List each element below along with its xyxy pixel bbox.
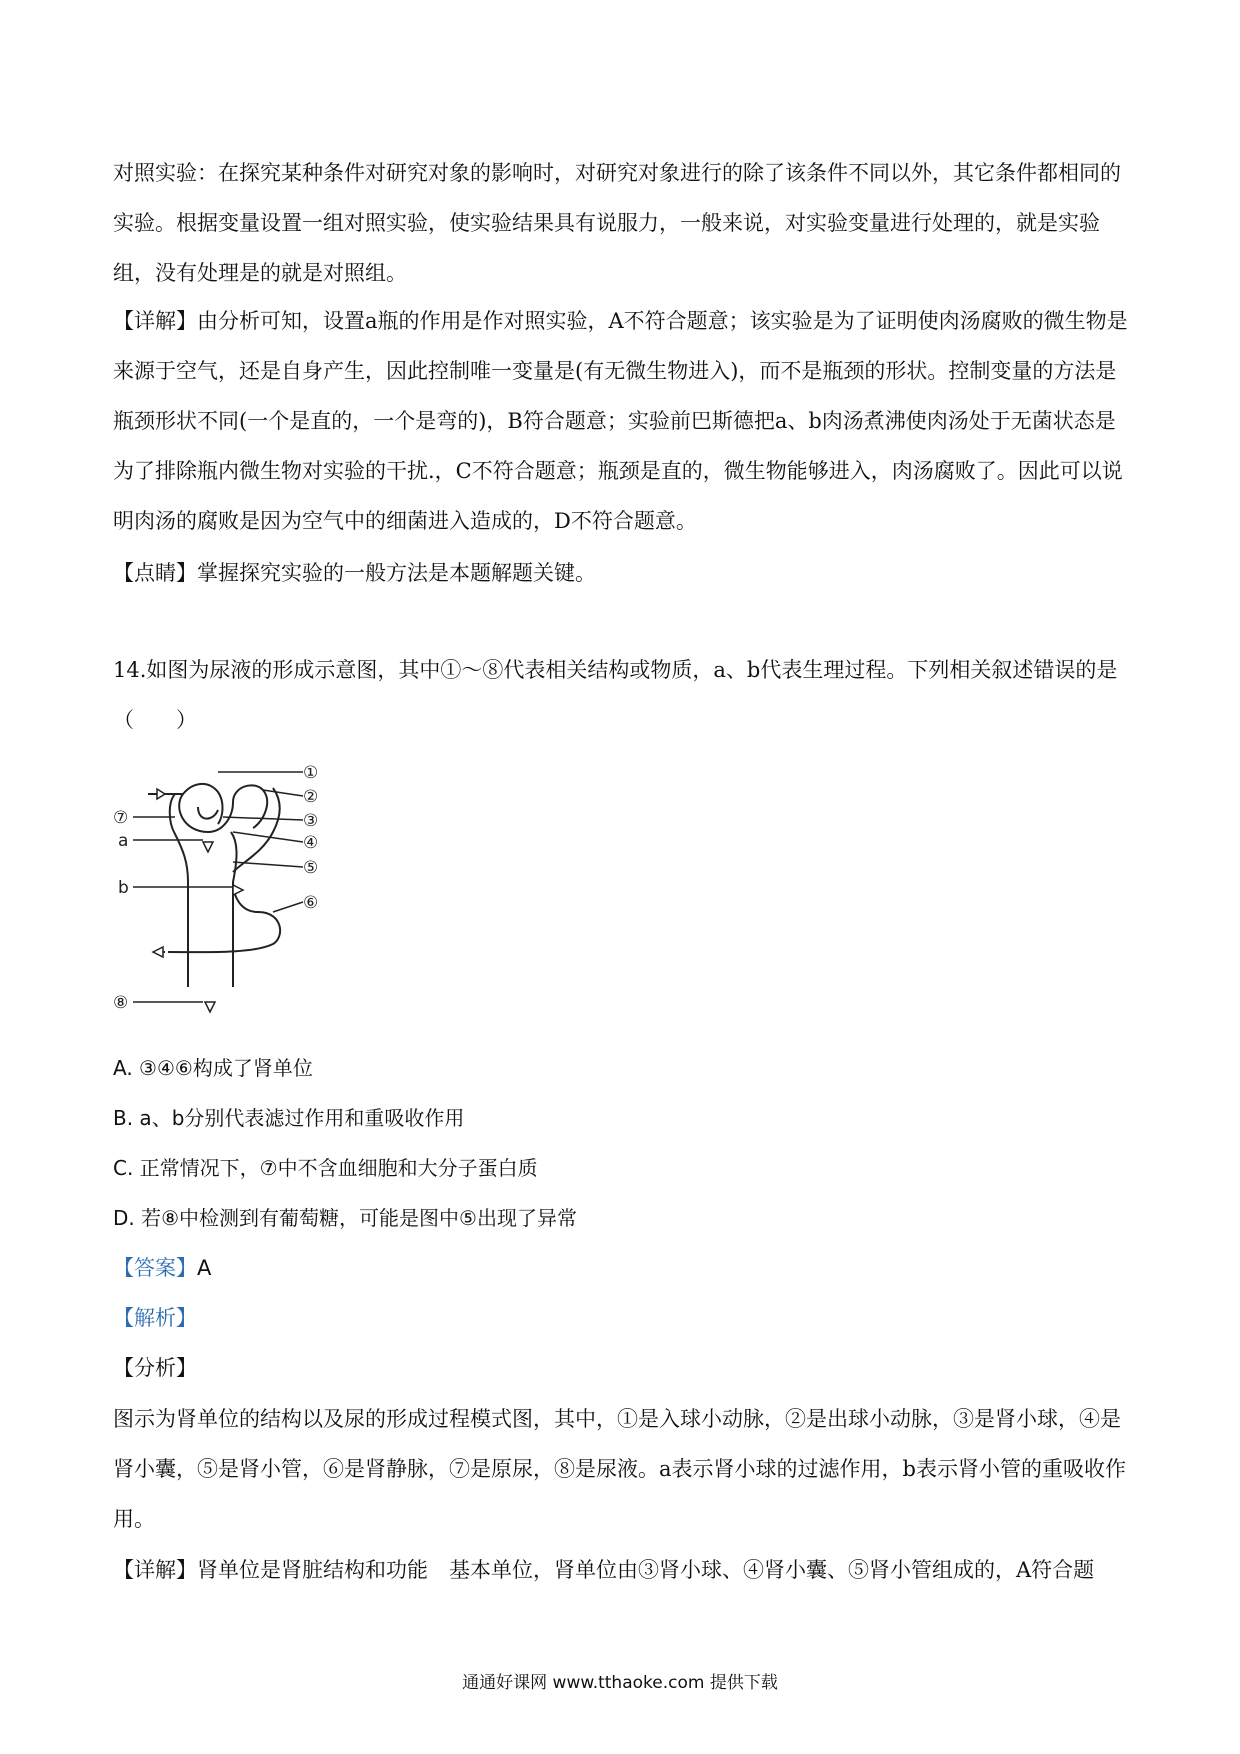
label-a: a (118, 831, 129, 851)
paragraph-controlled-experiment: 对照实验：在探究某种条件对研究对象的影响时，对研究对象进行的除了该条件不同以外，其它条件都相同的实验。根据变量设置一组对照实验，使实验结果具有说服力，一般来说，对实验变量进行处理的，就是实验组，没有处理是的就是对照组。 (113, 161, 1121, 285)
answer-label: 【答案】 (113, 1256, 197, 1280)
label-5: ⑤ (303, 858, 319, 878)
urine-formation-diagram (113, 762, 378, 1022)
footer-watermark: 通通好课网 www.tthaoke.com 提供下载 (462, 1673, 778, 1693)
point-paragraph (113, 548, 1133, 598)
detail2-text: 肾单位是肾脏结构和功能 基本单位，肾单位由③肾小球、④肾小囊、⑤肾小管组成的，A符合题 (197, 1558, 1095, 1582)
label-7: ⑦ (113, 808, 129, 828)
detail2-label: 【详解】 (113, 1558, 197, 1582)
label-4: ④ (303, 833, 319, 853)
fenxi-label: 【分析】 (113, 1356, 197, 1380)
detail-text: 由分析可知，设置a瓶的作用是作对照实验，A不符合题意；该实验是为了证明使肉汤腐败的微生物是来源于空气，还是自身产生，因此控制唯一变量是(有无微生物进入)，而不是瓶颈的形状。控制变量的方法是瓶颈形状不同(一个是直的，一个是弯的)，B符合题意；实验前巴斯德把a、b肉汤煮沸使肉汤处于无菌状态是为了排除瓶内微生物对实验的干扰.，C不符合题意；瓶颈是直的，微生物能够进入，肉汤腐败了。因此可以说明肉汤的腐败是因为空气中的细菌进入造成的，D不符合题意。 (113, 309, 1128, 533)
detail-label: 【详解】 (113, 309, 197, 333)
option-b: B. a、b分别代表滤过作用和重吸收作用 (113, 1106, 465, 1130)
label-b: b (118, 878, 129, 898)
detail2-paragraph (113, 1545, 1133, 1595)
answer-line (113, 1252, 211, 1282)
option-d: D. 若⑧中检测到有葡萄糖，可能是图中⑤出现了异常 (113, 1206, 577, 1230)
option-c: C. 正常情况下，⑦中不含血细胞和大分子蛋白质 (113, 1156, 538, 1180)
label-6: ⑥ (303, 893, 319, 913)
option-a: A. ③④⑥构成了肾单位 (113, 1056, 313, 1080)
detail-paragraph (113, 296, 1133, 546)
answer-value: A (197, 1256, 212, 1280)
label-2: ② (303, 787, 319, 807)
label-3: ③ (303, 811, 319, 831)
analysis-paragraph: 图示为肾单位的结构以及尿的形成过程模式图，其中，①是入球小动脉，②是出球小动脉，③是肾小球，④是肾小囊，⑤是肾小管，⑥是肾静脉，⑦是原尿，⑧是尿液。a表示肾小球的过滤作用，b表示肾小管的重吸收作用。 (113, 1407, 1126, 1531)
point-text: 掌握探究实验的一般方法是本题解题关键。 (197, 561, 596, 585)
label-1: ① (303, 763, 319, 783)
label-8: ⑧ (113, 993, 129, 1013)
question-14: 14.如图为尿液的形成示意图，其中①～⑧代表相关结构或物质，a、b代表生理过程。下列相关叙述错误的是（ ） (113, 658, 1118, 732)
analysis-label: 【解析】 (113, 1306, 197, 1330)
point-label: 【点睛】 (113, 561, 197, 585)
